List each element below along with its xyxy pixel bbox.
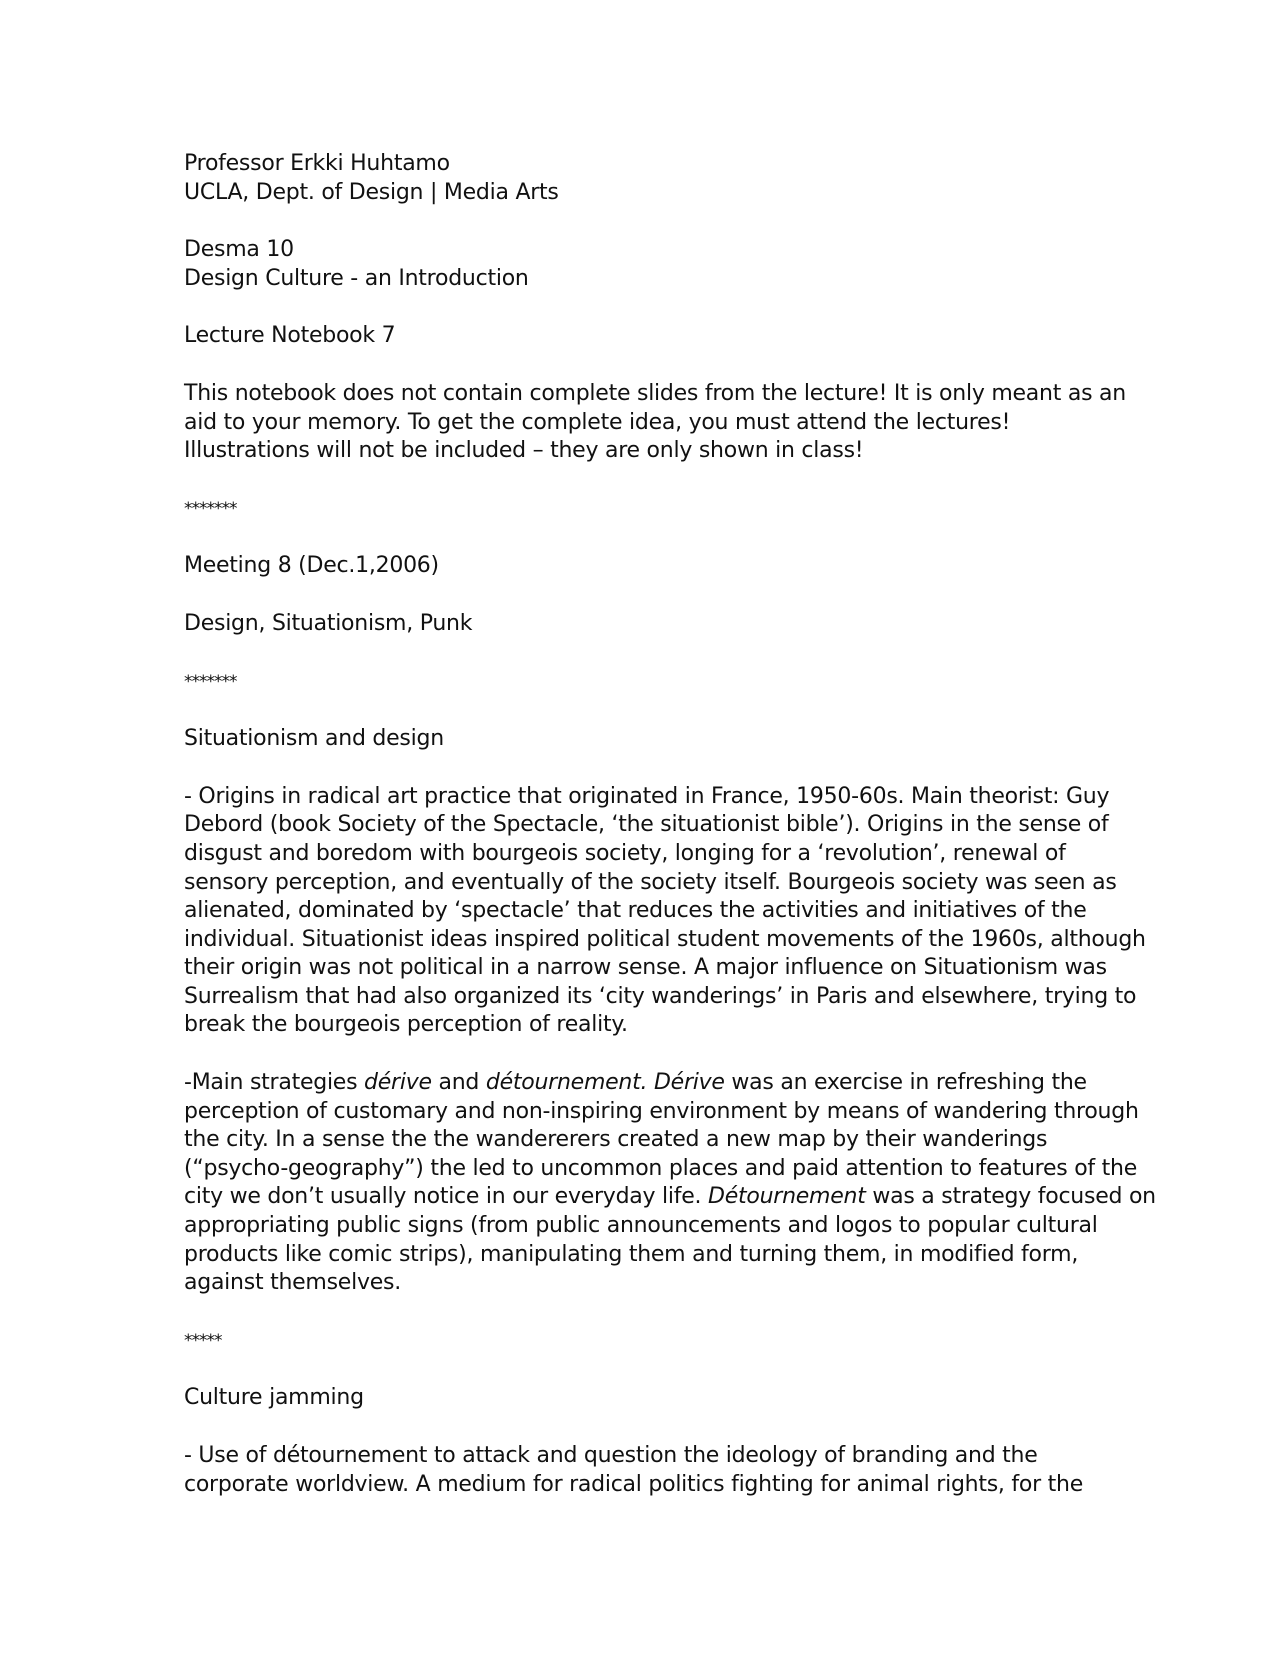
paragraph-line: products like comic strips), manipulating them and turning them, in modified form, [184,1241,1079,1267]
paragraph-line: - Origins in radical art practice that originated in France, 1950-60s. Main theorist: Guy [184,783,1110,809]
culture-jamming-paragraph [184,1442,1084,1499]
paragraph-line: appropriating public signs (from public announcements and logos to popular cultural [184,1213,1098,1239]
paragraph-line: Surrealism that had also organized its ‘city wanderings’ in Paris and elsewhere, trying to [184,983,1137,1009]
meeting-title: Meeting 8 (Dec.1,2006) [184,553,439,579]
paragraph-line: - Use of détournement to attack and question the ideology of branding and the [184,1443,1038,1468]
italic-term: détournement. Dérive [485,1070,725,1096]
paragraph-line: sensory perception, and eventually of the society itself. Bourgeois society was seen as [184,869,1117,895]
paragraph-line: break the bourgeois perception of reality. [184,1012,628,1038]
disclaimer-line: aid to your memory. To get the complete idea, you must attend the lectures! [184,409,1011,435]
italic-term: Détournement [708,1184,866,1210]
separator: ******* [184,671,237,692]
text-run: -Main strategies [184,1070,365,1096]
paragraph-line: against themselves. [184,1270,401,1296]
paragraph-line [184,1069,1087,1098]
author-line: Professor Erkki Huhtamo [184,151,450,176]
disclaimer-line: Illustrations will not be included – they are only shown in class! [184,438,864,464]
affiliation-line: UCLA, Dept. of Design | Media Arts [184,179,559,205]
document-page [184,150,1156,1499]
separator: ***** [184,1330,222,1351]
strategies-paragraph [184,1069,1156,1298]
section-heading: Situationism and design [184,726,444,752]
course-code: Desma 10 [184,237,294,263]
text-run: and [431,1070,486,1096]
course-title: Design Culture - an Introduction [184,265,529,291]
paragraph-line: corporate worldview. A medium for radical politics fighting for animal rights, for the [184,1471,1084,1497]
paragraph-line: (“psycho-geography”) the led to uncommon places and paid attention to features of the [184,1155,1138,1181]
section-heading: Culture jamming [184,1385,364,1411]
separator: ******* [184,498,237,519]
paragraph-line: individual. Situationist ideas inspired political student movements of the 1960s, although [184,926,1146,952]
paragraph-line [184,1183,1156,1212]
disclaimer-line: This notebook does not contain complete slides from the lecture! It is only meant as an [184,380,1126,406]
paragraph-line: alienated, dominated by ‘spectacle’ that reduces the activities and initiatives of the [184,898,1087,924]
text-run: was a strategy focused on [865,1184,1156,1210]
notebook-title: Lecture Notebook 7 [184,323,396,349]
paragraph-line: Debord (book Society of the Spectacle, ‘the situationist bible’). Origins in the sense of [184,812,1109,838]
meeting-topic: Design, Situationism, Punk [184,610,473,636]
text-run: city we don’t usually notice in our everyday life. [184,1184,709,1210]
italic-term: dérive [364,1070,432,1096]
paragraph-line: disgust and boredom with bourgeois society, longing for a ‘revolution’, renewal of [184,840,1066,866]
paragraph-line: the city. In a sense the the wandererers created a new map by their wanderings [184,1127,1048,1153]
paragraph-line: perception of customary and non-inspiring environment by means of wandering through [184,1098,1139,1124]
situationism-paragraph [184,783,1146,1040]
disclaimer-paragraph [184,380,1126,466]
text-run: was an exercise in refreshing the [724,1070,1087,1096]
paragraph-line: their origin was not political in a narrow sense. A major influence on Situationism was [184,955,1107,981]
